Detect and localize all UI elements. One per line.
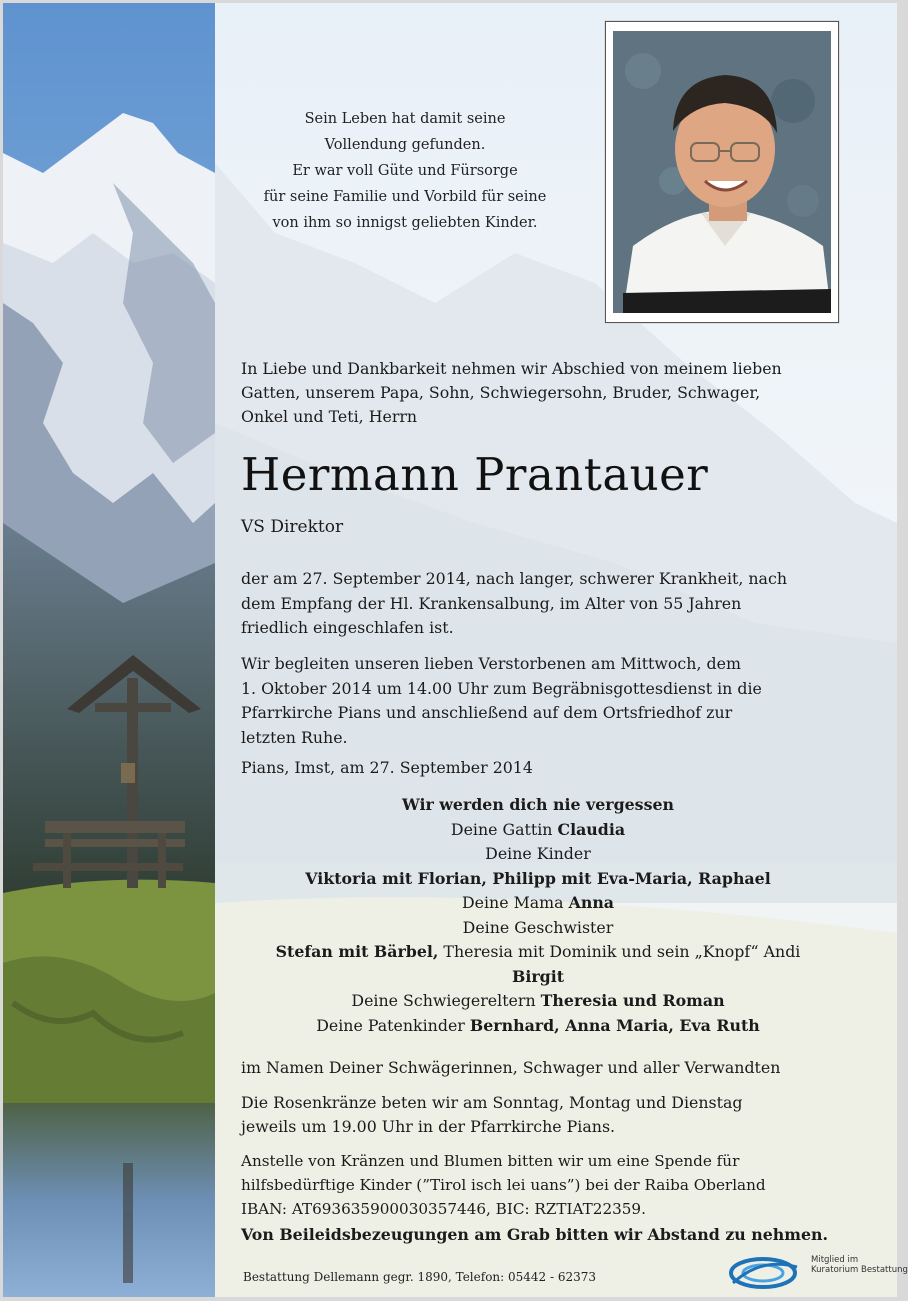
donation-line: IBAN: AT693635900030357446, BIC: RZTIAT22359. [241,1200,646,1218]
death-notice-line: friedlich eingeschlafen ist. [241,618,454,637]
mourners-list [235,793,841,1038]
donation-line: Anstelle von Kränzen und Blumen bitten wir um eine Spende für [241,1152,740,1170]
intro-line: Gatten, unserem Papa, Sohn, Schwiegersohn, Bruder, Schwager, [241,383,761,402]
funeral-line: Pfarrkirche Pians und anschließend auf dem Ortsfriedhof zur [241,703,733,722]
rosary-info [241,1091,841,1139]
funeral-line: 1. Oktober 2014 um 14.00 Uhr zum Begräbnisgottesdienst in die [241,678,762,698]
death-notice-line: dem Empfang der Hl. Krankensalbung, im Alter von 55 Jahren [241,593,742,613]
condolence-text: Von Beileidsbezeugungen am Grab bitten wir Abstand zu nehmen. [241,1225,829,1244]
mourner-godchildren [235,1014,841,1039]
mourner-label: Deine Patenkinder [316,1015,470,1035]
memorial-quote [225,106,585,236]
death-notice-line: der am 27. September 2014, nach langer, schwerer Krankheit, nach [241,569,787,588]
donation-line: hilfsbedürftige Kinder (”Tirol isch lei uans”) bei der Raiba Oberland [241,1176,766,1194]
portrait-photo-frame [605,21,839,323]
mourner-inlaws [235,989,841,1014]
logo-caption [811,1255,908,1275]
mourner-children: Viktoria mit Florian, Philipp mit Eva-Maria, Raphael [305,868,771,888]
mourners-heading: Wir werden dich nie vergessen [402,795,674,814]
logo-caption-line: Mitglied im [811,1255,859,1265]
rosary-line: Die Rosenkränze beten wir am Sonntag, Montag und Dienstag [241,1093,743,1112]
mourner-siblings [235,940,841,965]
mourner-label: Deine Mama [461,893,569,912]
mourner-names: Stefan mit Bärbel, [275,942,439,961]
funeral-line: letzten Ruhe. [241,727,348,747]
rosary-line: jeweils um 19.00 Uhr in der Pfarrkirche Pians. [241,1117,616,1136]
mourner-children-label: Deine Kinder [485,844,591,863]
mourner-names: Bernhard, Anna Maria, Eva Ruth [469,1015,760,1035]
deceased-name: Hermann Prantauer [241,448,709,501]
mourner-label: Deine Gattin [450,819,558,839]
mourner-siblings-last: Birgit [511,966,565,986]
quote-line: für seine Familie und Vorbild für seine [263,189,547,205]
deceased-title: VS Direktor [241,517,344,537]
obituary-page [3,3,908,1297]
mourner-label: Deine Schwiegereltern [351,991,541,1010]
logo-caption-line: Kuratorium Bestattung [811,1265,908,1275]
mourner-names: Theresia mit Dominik und sein „Knopf“ Andi [438,942,801,961]
funeral-details [241,652,841,750]
portrait-photo [613,31,831,313]
funeral-line: Wir begleiten unseren lieben Verstorbenen am Mittwoch, dem [241,654,741,673]
quote-line: Sein Leben hat damit seine [304,111,506,127]
relatives-text: im Namen Deiner Schwägerinnen, Schwager und aller Verwandten [241,1058,781,1077]
relatives-line [241,1056,841,1080]
mourner-wife [235,818,841,843]
mourner-siblings-label: Deine Geschwister [462,917,614,937]
mourner-names: Anna [568,893,615,912]
intro-line: In Liebe und Dankbarkeit nehmen wir Abschied von meinem lieben [241,359,782,378]
intro-line: Onkel und Teti, Herrn [241,407,418,426]
mourner-mother [235,891,841,916]
condolence-note [241,1223,841,1247]
quote-line: Er war voll Güte und Fürsorge [292,163,518,179]
farewell-intro [241,357,841,429]
place-and-date: Pians, Imst, am 27. September 2014 [241,758,533,777]
donation-info [241,1149,841,1221]
quote-line: Vollendung gefunden. [324,137,486,153]
quote-line: von ihm so innigst geliebten Kinder. [272,215,538,231]
mourner-names: Claudia [557,819,626,839]
undertaker-footer: Bestattung Dellemann gegr. 1890, Telefon: 05442 - 62373 [243,1270,597,1284]
death-notice [241,567,841,641]
mourner-names: Theresia und Roman [540,991,725,1010]
